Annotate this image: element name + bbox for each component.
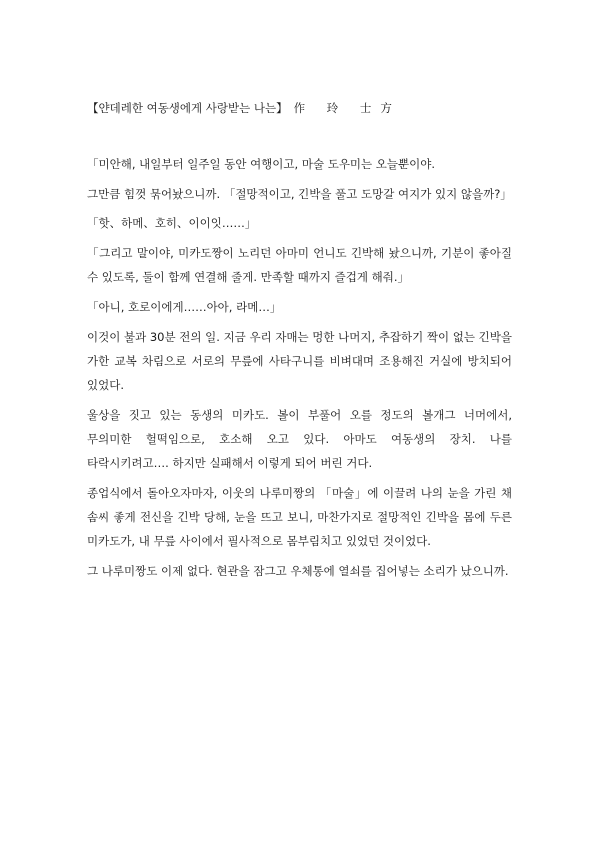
document-author: 作 玲 士方 — [293, 101, 401, 115]
document-title: 【얀데레한 여동생에게 사랑받는 나는】 — [87, 101, 288, 115]
paragraph: 「미안해, 내일부터 일주일 동안 여행이고, 마술 도우미는 오늘뿐이야. — [87, 157, 435, 171]
paragraph: 「아니, 호로이에게……아아, 라메…」 — [87, 300, 282, 315]
paragraph: 울상을 짓고 있는 동생의 미카도. 볼이 부풀어 오를 정도의 볼개그 너머에서, 무의미한 헐떡임으로, 호소해 오고 있다. 아마도 여동생의 장치. 나를 타락시키려고…. 하지만 실패해서 이렇게 되어 버린 거다. — [87, 407, 512, 471]
paragraph: 「그리고 말이야, 미카도짱이 노리던 아마미 언니도 긴박해 놨으니까, 기분이 좋아질 수 있도록, 둘이 함께 연결해 줄게. 만족할 때까지 즐겁게 해줘.」 — [87, 246, 512, 285]
paragraph: 종업식에서 돌아오자마자, 이웃의 나루미짱의 「마술」에 이끌려 나의 눈을 가린 채 솜씨 좋게 전신을 긴박 당해, 눈을 뜨고 보니, 마찬가지로 절망적인 긴박을 몸에 두른 미카도가, 내 무릎 사이에서 필사적으로 몸부림치고 있었던 것이었다. — [87, 485, 512, 549]
paragraph: 「핫、하메、호히、이이잇……」 — [87, 216, 257, 231]
document-title-line — [87, 100, 401, 116]
paragraph: 그만큼 힘껏 묶어놨으니까. 「절망적이고, 긴박을 풀고 도망갈 여지가 있지 않을까?」 — [87, 186, 512, 201]
paragraph: 이것이 불과 30분 전의 일. 지금 우리 자매는 멍한 나머지, 추잡하기 짝이 없는 긴박을 가한 교복 차림으로 서로의 무릎에 사타구니를 비벼대며 조용해진 거실에 방치되어 있었다. — [87, 329, 512, 393]
paragraph: 그 나루미짱도 이제 없다. 현관을 잠그고 우체통에 열쇠를 집어넣는 소리가 났으니까. — [87, 564, 509, 579]
document-body — [87, 152, 512, 589]
